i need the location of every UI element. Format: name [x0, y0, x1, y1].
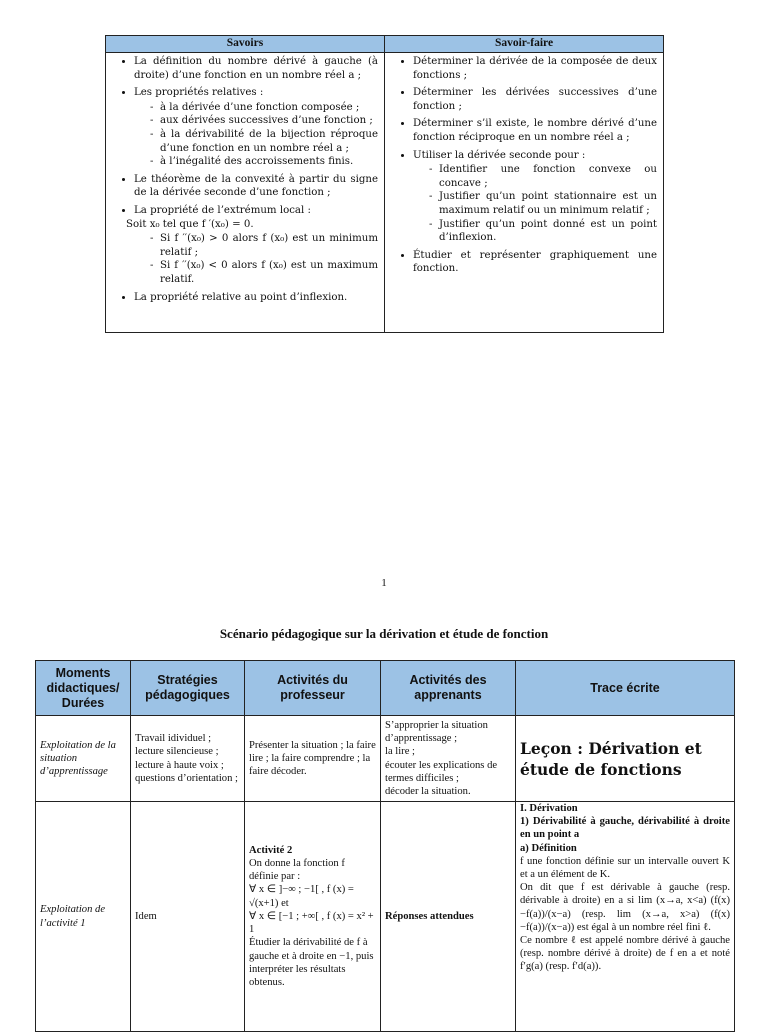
activity-line: Étudier la dérivabilité de f à gauche et à droite en −1, puis interpréter les résultats obtenus.: [249, 937, 374, 988]
apprenants-cell: [381, 716, 516, 802]
trace-heading-2: 1) Dérivabilité à gauche, dérivabilité à droite en un point a: [520, 816, 730, 841]
soit-line: Soit x₀ tel que f ′(x₀) = 0.: [126, 218, 254, 230]
trace-paragraph: On dit que f est dérivable à gauche (resp. dérivable à droite) en a si lim (x→a, x<a) (f(x)−f(a))/(x−a) (resp. lim (x→a, x>a) (f(x)−f(a))/(x−a)) est égal à un nombre réel fini ℓ.: [520, 882, 730, 933]
moment-cell: Exploitation de l’activité 1: [36, 802, 131, 1032]
trace-cell: [516, 802, 735, 1032]
savoirs-cell: [106, 53, 385, 333]
savoirs-table: [105, 35, 664, 333]
savoirs-item-label: Les propriétés relatives :: [134, 87, 264, 99]
savoir-faire-header: Savoir-faire: [385, 36, 664, 53]
savoirs-subitem: - à la dérivabilité de la bijection réproque d’une fonction en un nombre réel a ;: [150, 128, 378, 155]
header-strategies: Stratégies pédagogiques: [131, 661, 245, 716]
header-moments: Moments didactiques/ Durées: [36, 661, 131, 716]
savoir-faire-item: • Déterminer la dérivée de la composée de deux fonctions ;: [413, 55, 657, 82]
savoir-faire-item-label: Utiliser la dérivée seconde pour :: [413, 149, 586, 161]
prof-cell: Présenter la situation ; la faire lire ; la faire comprendre ; la faire décoder.: [245, 716, 381, 802]
header-apprenants: Activités des apprenants: [381, 661, 516, 716]
activity-line: ∀ x ∈ [−1 ; +∞[ , f (x) = x² + 1: [249, 910, 374, 936]
savoir-faire-item: • Déterminer les dérivées successives d’une fonction ;: [413, 86, 657, 113]
strategy-line: questions d’orientation ;: [135, 772, 238, 784]
savoir-faire-item: [413, 149, 657, 245]
trace-paragraph: Ce nombre ℓ est appelé nombre dérivé à gauche (resp. nombre dérivé à droite) de f en a et noté f′g(a) (resp. f′d(a)).: [520, 935, 730, 973]
savoir-faire-subitem: - Justifier qu’un point donné est un point d’inflexion.: [429, 218, 657, 245]
savoirs-item-label: • La propriété de l’extrémum local :: [134, 204, 311, 216]
savoirs-header: Savoirs: [106, 36, 385, 53]
savoirs-item: [134, 86, 378, 169]
trace-paragraph: f une fonction définie sur un intervalle ouvert K et a un élément de K.: [520, 855, 730, 881]
apprenant-line: la lire ;: [385, 746, 416, 758]
page-number: 1: [381, 577, 387, 589]
strategy-line: Travail idividuel ;: [135, 733, 212, 745]
apprenants-cell: Réponses attendues: [381, 802, 516, 1032]
strategy-line: lecture silencieuse ;: [135, 746, 219, 758]
moment-cell: Exploitation de la situation d’apprentissage: [36, 716, 131, 802]
savoirs-item: • Le théorème de la convexité à partir du signe de la dérivée seconde d’une fonction ;: [134, 173, 378, 200]
savoirs-item: • La propriété relative au point d’inflexion.: [134, 291, 378, 305]
savoirs-subitem: - aux dérivées successives d’une fonction ;: [150, 114, 378, 128]
savoirs-subitem: - à l’inégalité des accroissements finis.: [150, 155, 378, 169]
activity-title: Activité 2: [249, 844, 293, 856]
prof-cell: [245, 802, 381, 1032]
savoirs-item: [126, 204, 378, 287]
apprenant-line: S’approprier la situation d’apprentissage ;: [385, 719, 488, 745]
trace-cell: [516, 716, 735, 802]
lesson-title: Leçon : Dérivation et étude de fonctions: [520, 738, 702, 779]
savoir-faire-item: • Étudier et représenter graphiquement une fonction.: [413, 249, 657, 276]
savoir-faire-subitem: - Justifier qu’un point stationnaire est un maximum relatif ou un minimum relatif ;: [429, 190, 657, 217]
savoirs-item: • La définition du nombre dérivé à gauche (à droite) d’une fonction en un nombre réel a ;: [134, 55, 378, 82]
savoirs-subitem: - à la dérivée d’une fonction composée ;: [150, 101, 378, 115]
strategy-line: lecture à haute voix ;: [135, 759, 224, 771]
trace-heading-1: I. Dérivation: [520, 803, 578, 814]
trace-heading-3: a) Définition: [520, 842, 577, 854]
savoir-faire-subitem: - Identifier une fonction convexe ou concave ;: [429, 163, 657, 190]
header-trace: Trace écrite: [516, 661, 735, 716]
activity-line: ∀ x ∈ ]−∞ ; −1[ , f (x) = √(x+1) et: [249, 884, 354, 909]
strategies-cell: Idem: [131, 802, 245, 1032]
header-prof: Activités du professeur: [245, 661, 381, 716]
scenario-title: Scénario pédagogique sur la dérivation et étude de fonction: [219, 626, 549, 641]
strategies-cell: [131, 716, 245, 802]
activity-line: On donne la fonction f définie par :: [249, 858, 345, 883]
apprenant-line: décoder la situation.: [385, 785, 471, 797]
savoir-faire-item: • Déterminer s’il existe, le nombre dérivé d’une fonction réciproque en un nombre réel a ;: [413, 117, 657, 144]
scenario-table: [35, 660, 735, 1032]
apprenant-line: écouter les explications de termes difficiles ;: [385, 759, 498, 784]
savoir-faire-cell: [385, 53, 664, 333]
savoirs-subitem: - Si f ′′(x₀) > 0 alors f (x₀) est un minimum relatif ;: [150, 232, 378, 259]
savoirs-subitem: - Si f ′′(x₀) < 0 alors f (x₀) est un maximum relatif.: [150, 259, 378, 286]
